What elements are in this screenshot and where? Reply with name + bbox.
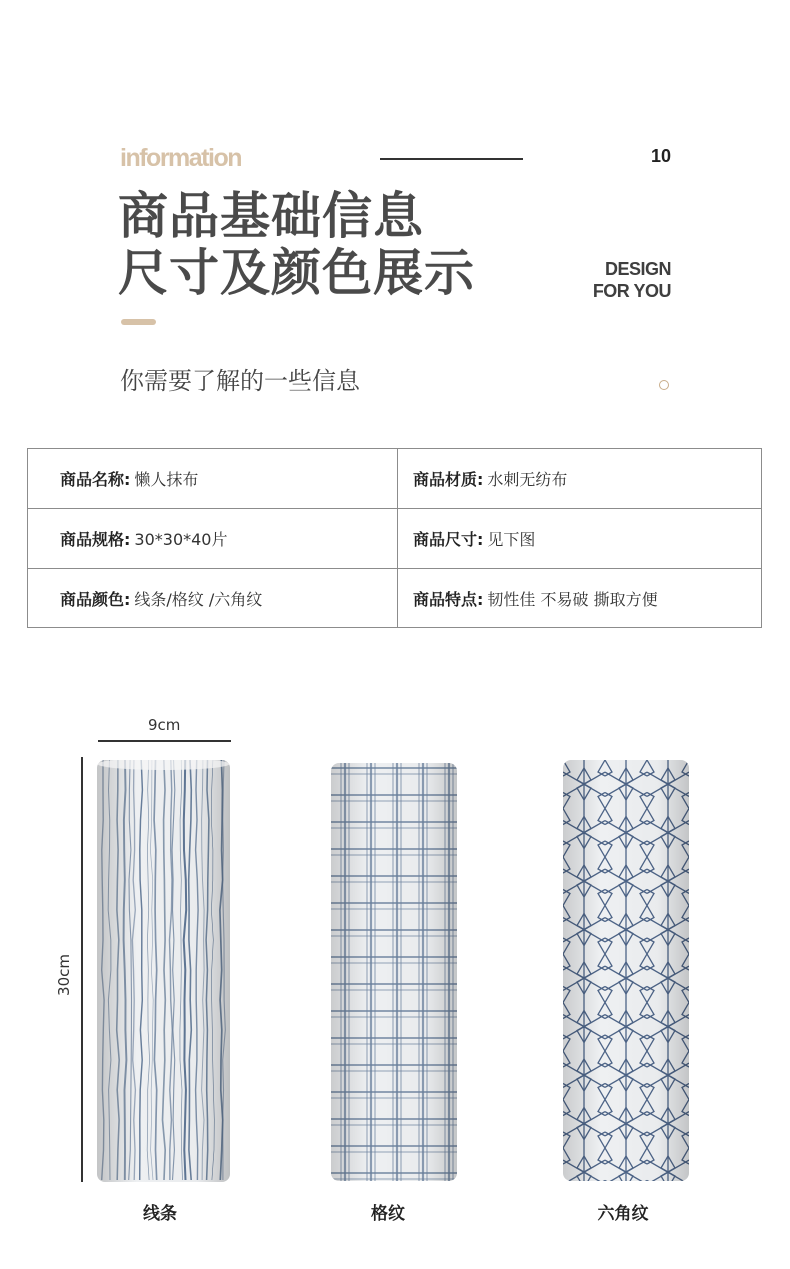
roll-hexagram-image xyxy=(563,760,689,1181)
spec-value: 线条/格纹 /六角纹 xyxy=(134,589,263,609)
design-for-you xyxy=(560,258,671,302)
spec-value: 韧性佳 不易破 撕取方便 xyxy=(487,589,658,609)
info-word: information xyxy=(120,144,241,172)
subtitle: 你需要了解的一些信息 xyxy=(120,367,360,395)
width-dimension-label: 9cm xyxy=(148,716,181,734)
page-number: 10 xyxy=(651,146,672,166)
roll-plaid-image xyxy=(331,763,457,1181)
spec-cell-feature xyxy=(398,569,761,627)
spec-label: 商品尺寸: xyxy=(413,530,484,549)
spec-label: 商品特点: xyxy=(413,589,484,609)
spec-cell-spec xyxy=(28,509,398,569)
page-title xyxy=(118,188,475,302)
title-line-1: 商品基础信息 xyxy=(118,187,424,245)
height-dimension-line xyxy=(81,757,83,1182)
title-line-2: 尺寸及颜色展示 xyxy=(118,244,475,302)
roll-caption-hexagram: 六角纹 xyxy=(597,1204,649,1224)
width-dimension-line xyxy=(98,740,231,742)
spec-label: 商品材质: xyxy=(413,470,484,489)
spec-cell-color xyxy=(28,569,398,627)
spec-label: 商品规格: xyxy=(60,530,131,549)
height-dimension-label: 30cm xyxy=(54,954,73,996)
spec-table xyxy=(27,448,762,628)
spec-value: 懒人抹布 xyxy=(134,470,199,489)
design-line-2: FOR YOU xyxy=(592,281,671,301)
design-line-1: DESIGN xyxy=(604,259,671,279)
spec-label: 商品名称: xyxy=(60,470,131,489)
spec-value: 30*30*40片 xyxy=(134,530,228,549)
roll-caption-lines: 线条 xyxy=(143,1204,177,1224)
circle-ornament-icon xyxy=(659,380,669,390)
spec-value: 水刺无纺布 xyxy=(487,470,568,489)
spec-label: 商品颜色: xyxy=(60,589,131,609)
header-rule xyxy=(380,158,523,160)
roll-caption-plaid: 格纹 xyxy=(371,1204,405,1224)
spec-value: 见下图 xyxy=(487,530,536,549)
roll-lines-image xyxy=(97,760,230,1182)
spec-cell-size xyxy=(398,509,761,569)
spec-cell-material xyxy=(398,449,761,509)
accent-bar xyxy=(121,319,156,325)
spec-cell-name xyxy=(28,449,398,509)
